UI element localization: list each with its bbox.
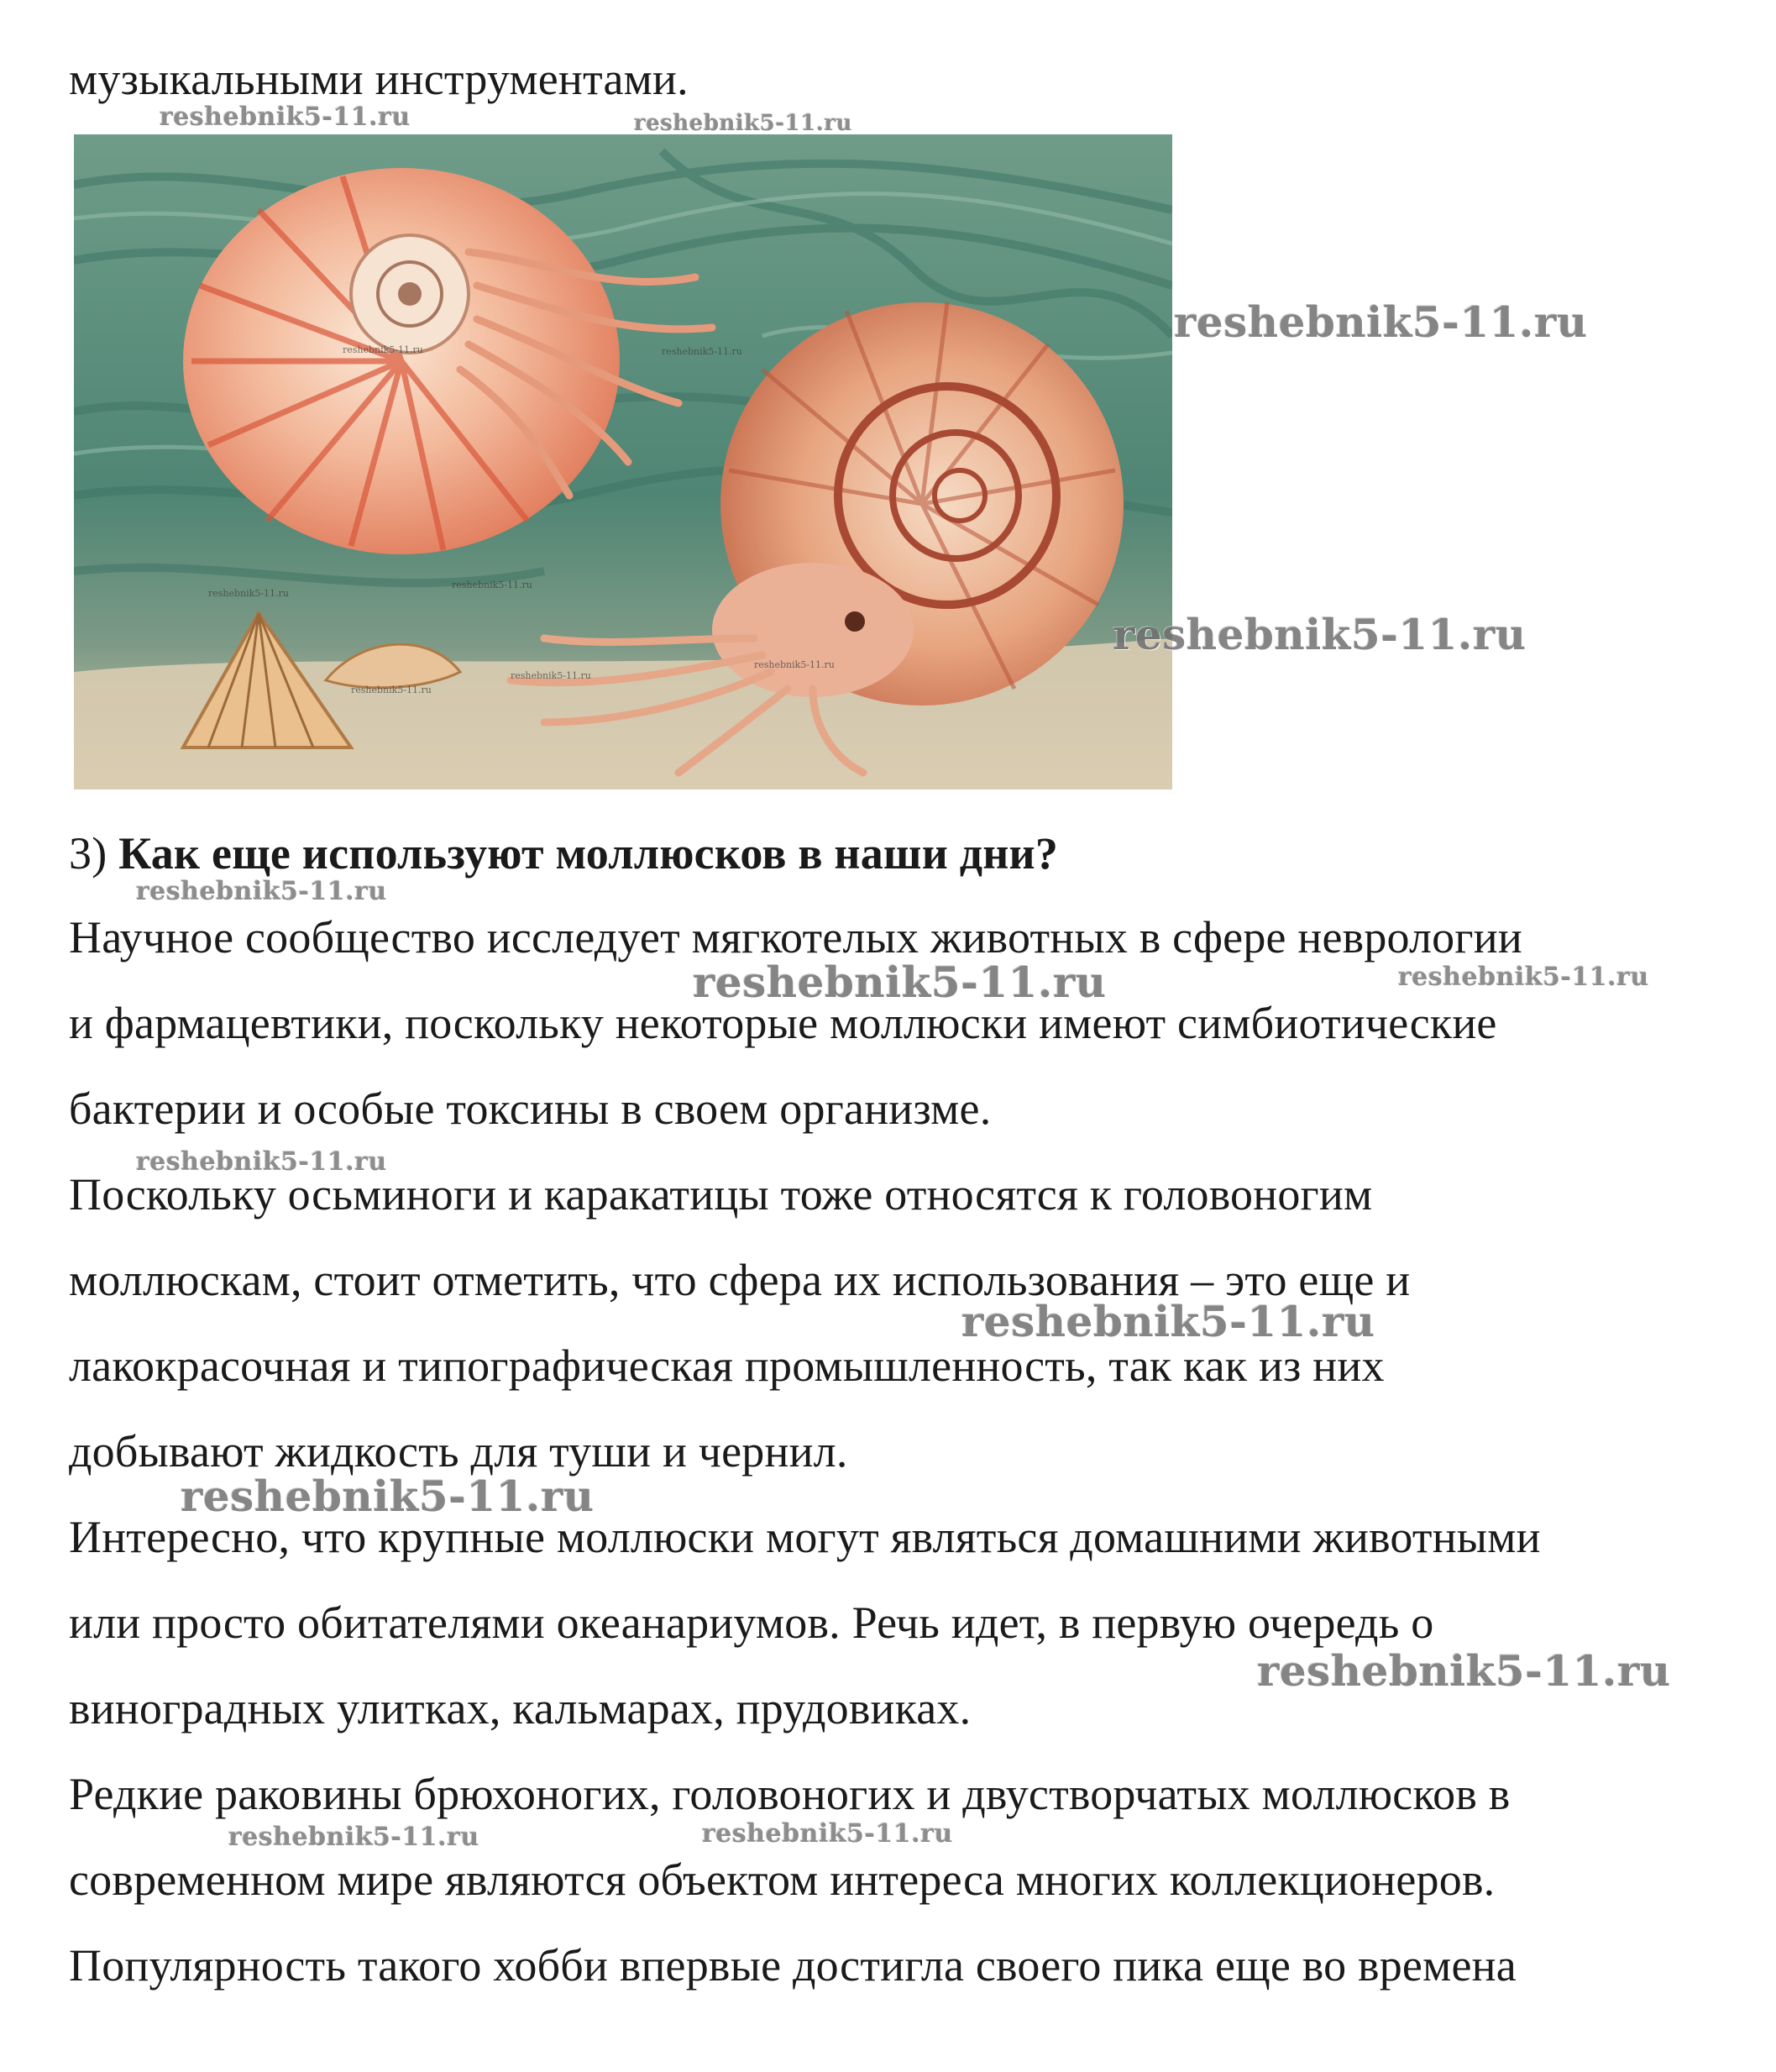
watermark: reshebnik5-11.ru bbox=[228, 1823, 479, 1852]
answer-line: добывают жидкость для туши и чернил. bbox=[69, 1426, 848, 1477]
answer-line: Популярность такого хобби впервые достигла своего пика еще во времена bbox=[69, 1940, 1517, 1991]
watermark: reshebnik5-11.ru bbox=[136, 877, 387, 906]
text-line-intro: музыкальными инструментами. bbox=[69, 54, 689, 104]
image-watermark-text: reshebnik5-11.ru bbox=[452, 580, 532, 590]
watermark: reshebnik5-11.ru bbox=[1398, 963, 1649, 992]
watermark: reshebnik5-11.ru bbox=[1113, 610, 1527, 659]
question-text: Как еще используют моллюсков в наши дни? bbox=[118, 828, 1059, 879]
answer-line: Интересно, что крупные моллюски могут являться домашними животными bbox=[69, 1512, 1541, 1562]
watermark: reshebnik5-11.ru bbox=[136, 1147, 387, 1177]
image-watermark-text: reshebnik5-11.ru bbox=[343, 344, 423, 355]
question-number: 3) bbox=[69, 828, 107, 879]
watermark: reshebnik5-11.ru bbox=[1174, 297, 1588, 347]
watermark: reshebnik5-11.ru bbox=[1257, 1646, 1671, 1696]
watermark: reshebnik5-11.ru bbox=[693, 957, 1107, 1007]
illustration bbox=[74, 134, 1172, 789]
image-watermark-text: reshebnik5-11.ru bbox=[662, 346, 742, 357]
image-watermark-text: reshebnik5-11.ru bbox=[351, 685, 432, 695]
image-watermark-text: reshebnik5-11.ru bbox=[754, 659, 835, 670]
watermark: reshebnik5-11.ru bbox=[634, 111, 853, 136]
watermark: reshebnik5-11.ru bbox=[160, 102, 411, 132]
answer-line: и фармацевтики, поскольку некоторые моллюски имеют симбиотические bbox=[69, 998, 1497, 1048]
answer-line: лакокрасочная и типографическая промышленность, так как из них bbox=[69, 1340, 1385, 1391]
watermark: reshebnik5-11.ru bbox=[702, 1819, 953, 1849]
ammonite-illustration bbox=[74, 134, 1172, 789]
image-watermark-text: reshebnik5-11.ru bbox=[511, 670, 591, 681]
answer-line: или просто обитателями океанариумов. Речь идет, в первую очередь о bbox=[69, 1597, 1434, 1648]
watermark: reshebnik5-11.ru bbox=[961, 1297, 1375, 1346]
image-watermark-text: reshebnik5-11.ru bbox=[208, 588, 289, 599]
question-heading bbox=[69, 826, 1058, 880]
answer-line: современном мире являются объектом интереса многих коллекционеров. bbox=[69, 1854, 1496, 1905]
watermark: reshebnik5-11.ru bbox=[181, 1471, 595, 1521]
answer-line: Поскольку осьминоги и каракатицы тоже относятся к головоногим bbox=[69, 1169, 1373, 1220]
answer-line: моллюскам, стоит отметить, что сфера их использования – это еще и bbox=[69, 1255, 1411, 1305]
answer-line: бактерии и особые токсины в своем организме. bbox=[69, 1083, 992, 1134]
answer-line: Редкие раковины брюхоногих, головоногих и двустворчатых моллюсков в bbox=[69, 1769, 1511, 1819]
answer-line: Научное сообщество исследует мягкотелых животных в сфере неврологии bbox=[69, 912, 1522, 963]
answer-line: виноградных улитках, кальмарах, прудовиках. bbox=[69, 1683, 972, 1734]
